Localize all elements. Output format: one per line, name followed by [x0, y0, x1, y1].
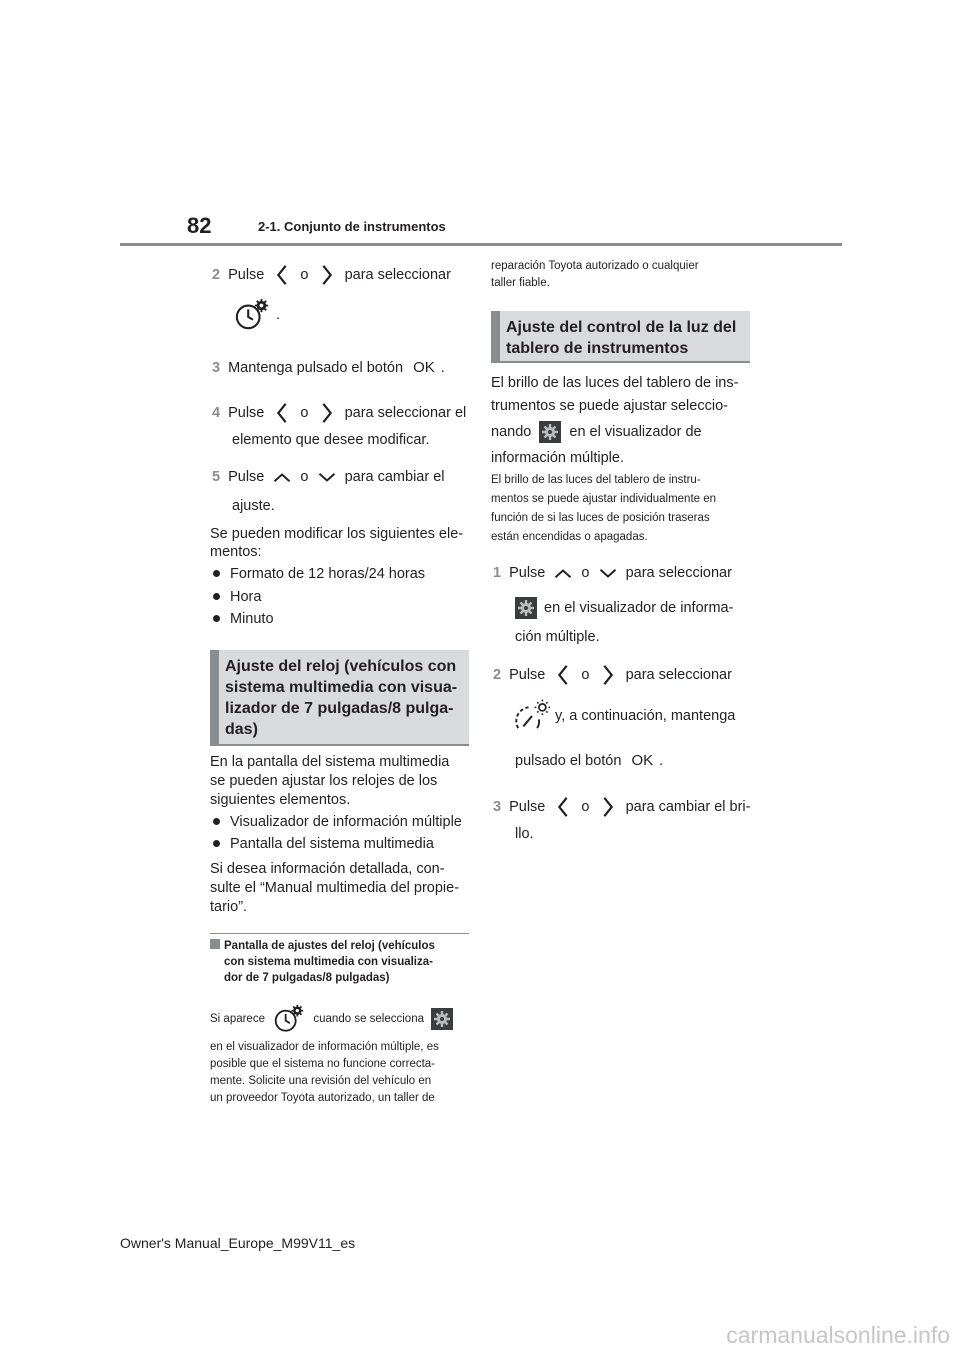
continued-text: reparación Toyota autorizado o cualquier	[491, 260, 699, 272]
chevron-right-icon	[321, 402, 333, 424]
small-text: mentos se puede ajustar individualmente en	[491, 493, 717, 505]
page-number: 82	[187, 213, 212, 238]
para-text: El brillo de las luces del tablero de ins-	[491, 375, 739, 391]
footer-manual-id: Owner's Manual_Europe_M99V11_es	[120, 1235, 356, 1251]
note-text: en el visualizador de información múltiple, es	[210, 1041, 439, 1053]
right-step-1-cont: en el visualizador de informa-	[515, 596, 733, 620]
chevron-left-icon	[276, 264, 288, 286]
chevron-right-icon	[602, 796, 614, 818]
right-step-3: 3 Pulse o para cambiar el bri-	[493, 796, 750, 818]
para-text: trumentos se puede ajustar seleccio-	[491, 398, 728, 414]
right-step-2-cont: pulsado el botón OK .	[515, 752, 664, 769]
chevron-up-icon	[273, 472, 291, 483]
left-step-2-icon-line: .	[232, 298, 280, 332]
small-text: están encendidas o apagadas.	[491, 531, 648, 543]
note-text: un proveedor Toyota autorizado, un taller de	[210, 1092, 435, 1104]
intro-text-1: Se pueden modificar los siguientes ele-	[210, 526, 464, 542]
para-text: siguientes elementos.	[210, 792, 351, 808]
left-step-3: 3 Mantenga pulsado el botón OK .	[212, 359, 445, 376]
para-text: tario”.	[210, 899, 248, 915]
subsection-title-2: con sistema multimedia con visualiza-	[224, 956, 433, 968]
list-item: Minuto	[210, 610, 274, 628]
continued-text: taller fiable.	[491, 277, 550, 289]
section-title: 2-1. Conjunto de instrumentos	[258, 219, 446, 234]
para-text: nando en el visualizador de	[491, 420, 702, 444]
chevron-left-icon	[276, 402, 288, 424]
list-item: Hora	[210, 588, 261, 606]
chevron-down-icon	[599, 568, 617, 579]
right-step-2-icon-line: y, a continuación, mantenga	[513, 698, 735, 734]
left-step-5-cont: ajuste.	[232, 498, 275, 514]
left-step-4-cont: elemento que desee modificar.	[232, 432, 430, 448]
para-text: Si desea información detallada, con-	[210, 861, 445, 877]
clock-settings-icon	[272, 1004, 306, 1034]
left-step-2: 2 Pulse o para seleccionar	[212, 264, 451, 286]
right-step-1: 1 Pulse o para seleccionar	[493, 565, 732, 581]
list-item: Pantalla del sistema multimedia	[210, 835, 434, 853]
list-item: Visualizador de información múltiple	[210, 813, 462, 831]
chevron-left-icon	[557, 796, 569, 818]
chevron-down-icon	[318, 472, 336, 483]
clock-heading: Ajuste del reloj (vehículos con sistema multimedia con visua- lizador de 7 pulgadas/8 pulga- das)	[210, 650, 469, 746]
dashboard-light-heading: Ajuste del control de la luz del tablero de instrumentos	[491, 311, 750, 363]
ok-button-icon: OK	[413, 359, 435, 376]
chevron-right-icon	[321, 264, 333, 286]
para-text: En la pantalla del sistema multimedia	[210, 754, 450, 770]
ok-button-icon: OK	[631, 752, 654, 769]
left-step-5: 5 Pulse o para cambiar el	[212, 469, 445, 485]
note-text: posible que el sistema no funcione correcta-	[210, 1058, 436, 1070]
small-text: El brillo de las luces del tablero de instru-	[491, 474, 701, 486]
clock-settings-icon	[232, 298, 272, 332]
para-text: se pueden ajustar los relojes de los	[210, 773, 438, 789]
note-text: mente. Solicite una revisión del vehículo en	[210, 1075, 432, 1087]
list-item: Formato de 12 horas/24 horas	[210, 565, 425, 583]
square-marker-icon	[210, 939, 220, 949]
gear-tile-icon	[539, 421, 561, 443]
chevron-right-icon	[602, 664, 614, 686]
para-text: información múltiple.	[491, 450, 624, 466]
subsection-title: Pantalla de ajustes del reloj (vehículos	[210, 939, 435, 954]
left-step-4: 4 Pulse o para seleccionar el	[212, 402, 466, 424]
right-step-2: 2 Pulse o para seleccionar	[493, 664, 732, 686]
note-icons-line: Si aparece cuando se selecciona	[210, 1004, 453, 1034]
gear-tile-icon	[515, 597, 537, 619]
header-divider	[120, 243, 842, 246]
chevron-left-icon	[557, 664, 569, 686]
intro-text-2: mentos:	[210, 544, 262, 560]
gear-tile-icon	[431, 1008, 453, 1030]
right-step-1-cont-2: ción múltiple.	[515, 629, 600, 645]
subsection-title-3: dor de 7 pulgadas/8 pulgadas)	[224, 972, 390, 984]
watermark: carmanualsonline.info	[726, 1322, 950, 1348]
para-text: sulte el “Manual multimedia del propie-	[210, 880, 460, 896]
small-text: función de si las luces de posición traseras	[491, 512, 710, 524]
dashboard-brightness-icon	[513, 698, 551, 734]
chevron-up-icon	[554, 568, 572, 579]
subsection-divider	[210, 933, 469, 934]
right-step-3-cont: llo.	[515, 826, 534, 842]
